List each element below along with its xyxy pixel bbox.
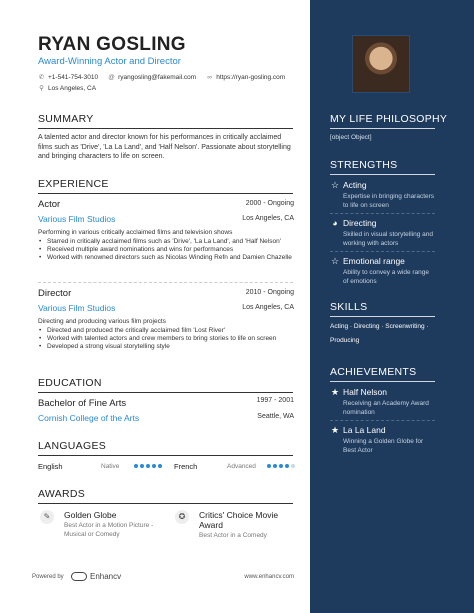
email-contact[interactable] xyxy=(108,74,196,81)
strength-separator xyxy=(330,251,435,252)
job-separator xyxy=(38,282,293,283)
job-date: 2000 - Ongoing xyxy=(245,200,294,207)
award-item xyxy=(40,510,160,550)
awards-divider xyxy=(38,503,293,504)
rating-dot xyxy=(273,464,277,468)
strength-title: Acting xyxy=(343,180,367,190)
language-name: French xyxy=(174,462,198,471)
skills-line: Producing xyxy=(330,337,360,344)
job-title: Director xyxy=(38,288,72,299)
education-heading: EDUCATION xyxy=(38,377,102,389)
education-divider xyxy=(38,392,293,393)
strength-title: Directing xyxy=(343,218,377,228)
achievement-title: Half Nelson xyxy=(343,387,387,397)
achievements-divider xyxy=(330,381,435,382)
website-contact[interactable] xyxy=(206,74,285,81)
strength-description: Ability to convey a wide range of emotions xyxy=(343,269,429,285)
job-bullet: • Directed and produced the critically acclaimed film 'Lost River' xyxy=(38,327,293,335)
award-description: Best Actor in a Motion Picture - Musical or Comedy xyxy=(64,522,154,538)
rating-dot xyxy=(158,464,162,468)
awards-heading: AWARDS xyxy=(38,488,86,500)
rating-dot xyxy=(146,464,150,468)
location-text: Los Angeles, CA xyxy=(48,85,97,92)
phone-icon: ✆ xyxy=(38,74,45,81)
job-location: Los Angeles, CA xyxy=(242,304,294,311)
job-bullet: • Received multiple award nominations and wins for performances xyxy=(38,246,293,254)
job-date: 2010 - Ongoing xyxy=(245,289,294,296)
profile-photo xyxy=(352,35,410,93)
star-icon: ☆ xyxy=(330,180,340,190)
rating-dot xyxy=(285,464,289,468)
skills-heading: SKILLS xyxy=(330,301,368,313)
languages-list xyxy=(38,461,293,473)
link-icon: ∞ xyxy=(207,74,213,81)
job-title: Actor xyxy=(38,199,61,210)
contact-info xyxy=(38,72,300,94)
website-text: https://ryan-gosling.com xyxy=(216,74,286,81)
job-bullets xyxy=(38,327,293,352)
job-location: Los Angeles, CA xyxy=(242,215,294,222)
candidate-name: RYAN GOSLING xyxy=(38,34,186,55)
language-rating-dots xyxy=(134,464,162,468)
strength-title: Emotional range xyxy=(343,256,405,266)
languages-divider xyxy=(38,455,293,456)
footer-website-link[interactable]: www.enhancv.com xyxy=(244,574,294,580)
strength-description: Skilled in visual storytelling and working with actors xyxy=(343,231,433,247)
pie-chart-icon: ◕ xyxy=(332,218,338,228)
school-location: Seattle, WA xyxy=(257,413,294,420)
philosophy-heading: MY LIFE PHILOSOPHY xyxy=(330,113,448,125)
achievements-heading: ACHIEVEMENTS xyxy=(330,366,417,378)
language-level: Advanced xyxy=(227,463,256,470)
award-item xyxy=(175,510,295,550)
skills-line: Acting · Directing · Screenwriting · xyxy=(330,323,429,330)
star-icon: ★ xyxy=(330,387,340,397)
school-name: Cornish College of the Arts xyxy=(38,413,140,423)
skills-divider xyxy=(330,316,435,317)
languages-heading: LANGUAGES xyxy=(38,440,107,452)
rating-dot xyxy=(152,464,156,468)
brand-name: Enhancv xyxy=(90,572,122,581)
phone-text: +1-541-754-3010 xyxy=(48,74,99,81)
candidate-subtitle: Award-Winning Actor and Director xyxy=(38,56,181,67)
at-icon: @ xyxy=(108,74,115,81)
job-company: Various Film Studios xyxy=(38,303,116,313)
magic-wand-icon: ✎ xyxy=(40,510,54,524)
achievement-description: Receiving an Academy Award nomination xyxy=(343,400,429,416)
phone-contact[interactable] xyxy=(38,74,98,81)
experience-heading: EXPERIENCE xyxy=(38,178,109,190)
job-bullets xyxy=(38,238,293,263)
strength-separator xyxy=(330,213,435,214)
language-level: Native xyxy=(101,463,120,470)
philosophy-text: [object Object] xyxy=(330,134,372,141)
powered-by-text: Powered by xyxy=(32,574,64,580)
strengths-divider xyxy=(330,174,435,175)
summary-text: A talented actor and director known for his performances in critically acclaimed films such as 'Drive', 'La La Land', and 'Half Nelson'. Passionate about storytelling and bringing characters to life on screen. xyxy=(38,134,291,160)
achievement-separator xyxy=(330,420,435,421)
award-title: Golden Globe xyxy=(64,510,117,520)
location-pin-icon: ⚲ xyxy=(39,85,44,92)
experience-divider xyxy=(38,193,293,194)
award-title: Critics' Choice Movie Award xyxy=(199,510,279,530)
rating-dot xyxy=(279,464,283,468)
strengths-heading: STRENGTHS xyxy=(330,159,398,171)
summary-heading: SUMMARY xyxy=(38,113,94,125)
enhancv-logo-icon xyxy=(71,572,87,581)
philosophy-divider xyxy=(330,128,435,129)
star-icon: ☆ xyxy=(330,256,340,266)
award-description: Best Actor in a Comedy xyxy=(199,532,267,539)
rating-dot xyxy=(140,464,144,468)
achievement-title: La La Land xyxy=(343,425,386,435)
language-name: English xyxy=(38,462,63,471)
job-description: Directing and producing various film projects xyxy=(38,318,166,325)
degree-title: Bachelor of Fine Arts xyxy=(38,398,127,409)
job-bullet: • Starred in critically acclaimed films such as 'Drive', 'La La Land', and 'Half Nelson' xyxy=(38,238,293,246)
job-company: Various Film Studios xyxy=(38,214,116,224)
job-description: Performing in various critically acclaimed films and television shows xyxy=(38,229,233,236)
job-bullet: • Developed a strong visual storytelling style xyxy=(38,343,293,351)
star-icon: ★ xyxy=(330,425,340,435)
job-bullet: • Worked with renowned directors such as Nicolas Winding Refn and Damien Chazelle xyxy=(38,254,293,262)
job-bullet: • Worked with talented actors and crew members to bring stories to life on screen xyxy=(38,335,293,343)
rating-dot xyxy=(134,464,138,468)
education-date: 1997 - 2001 xyxy=(256,397,294,404)
summary-divider xyxy=(38,128,293,129)
location-contact xyxy=(38,85,96,92)
medal-icon: ✪ xyxy=(175,510,189,524)
language-rating-dots xyxy=(267,464,295,468)
email-text: ryangosling@fakemail.com xyxy=(118,74,197,81)
rating-dot xyxy=(291,464,295,468)
enhancv-logo[interactable] xyxy=(71,572,121,581)
strength-description: Expertise in bringing characters to life on screen xyxy=(343,193,435,209)
rating-dot xyxy=(267,464,271,468)
achievement-description: Winning a Golden Globe for Best Actor xyxy=(343,438,424,454)
